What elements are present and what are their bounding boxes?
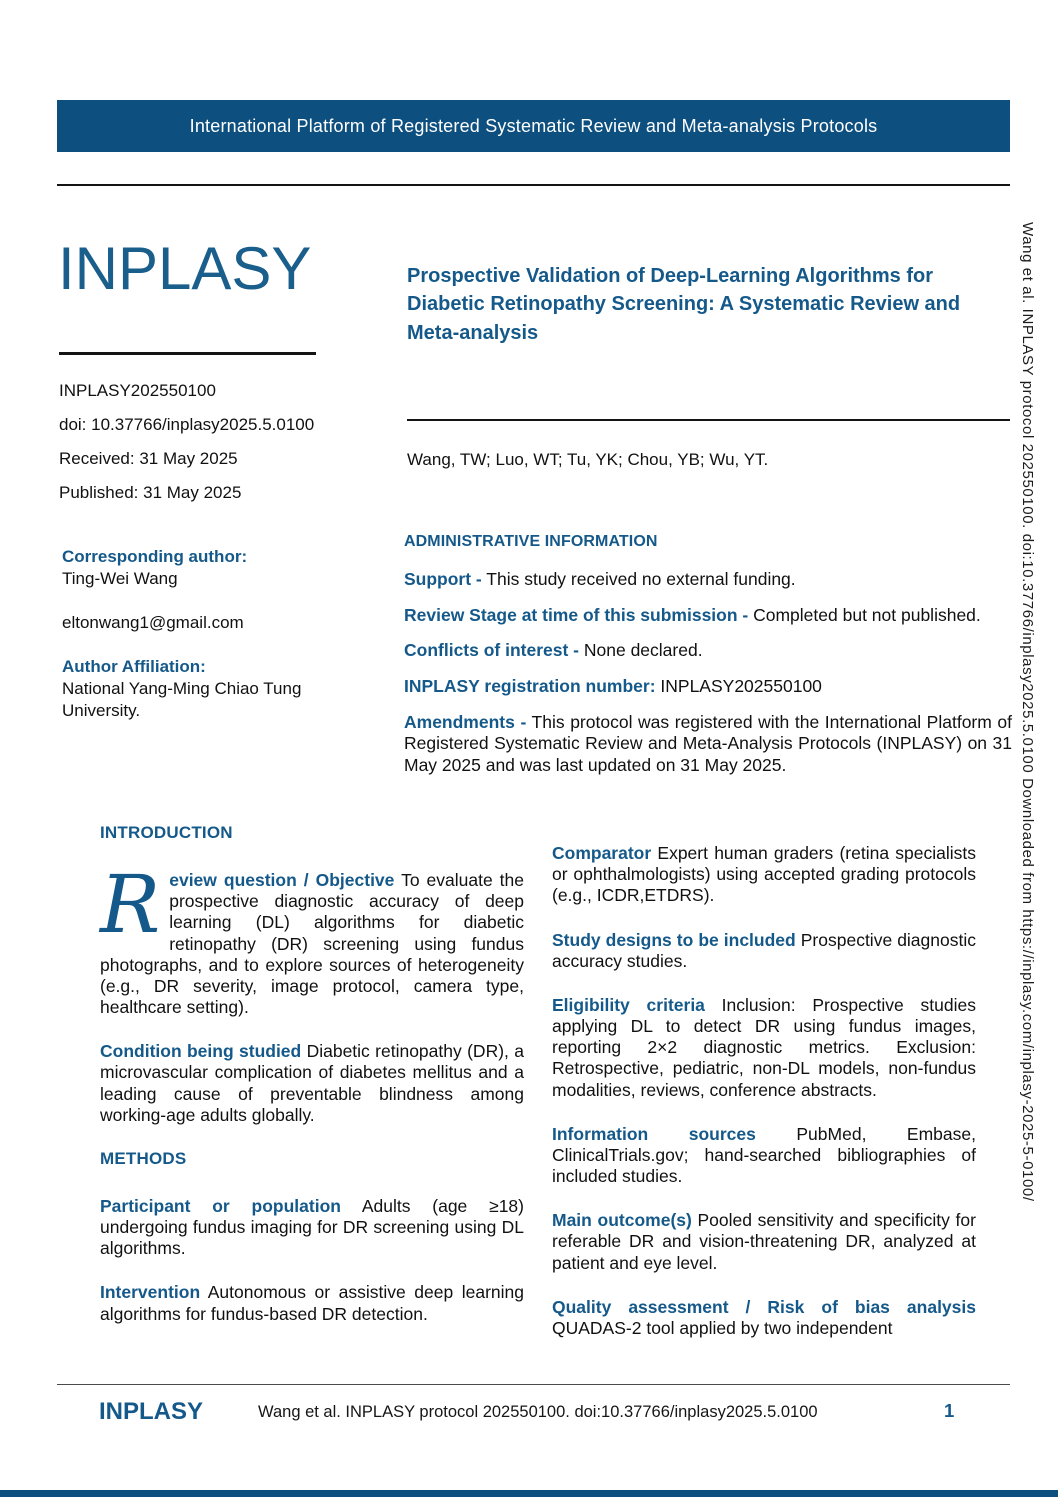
corresponding-author-name: Ting-Wei Wang: [62, 569, 178, 589]
platform-banner: [57, 100, 1010, 152]
main-outcomes-label: Main outcome(s): [552, 1210, 692, 1231]
authors-divider: [407, 419, 1010, 421]
administrative-information-section: [404, 533, 1012, 791]
spacer: [62, 634, 372, 656]
admin-text: None declared.: [579, 640, 703, 661]
corresponding-author-block: [62, 546, 372, 723]
information-sources-paragraph: [552, 1124, 976, 1188]
page-title: Prospective Validation of Deep-Learning Algorithms for Diabetic Retinopathy Screening: A Systematic Review and Meta-analysis: [407, 265, 961, 344]
introduction-heading: INTRODUCTION: [100, 823, 233, 842]
admin-label: Support -: [404, 569, 482, 589]
participant-label: Participant or population: [100, 1195, 341, 1216]
review-question-text: To evaluate the prospective diagnostic accuracy of deep learning (DL) algorithms for diabetic retinopathy (DR) screening using fundus photographs, and to explore sources of heterogeneity (e.g., DR severity, image protocol, camera type, healthcare setting).: [100, 870, 524, 1018]
quality-assessment-label: Quality assessment / Risk of bias analysis: [552, 1296, 976, 1317]
review-question-paragraph: [100, 858, 524, 1018]
inplasy-logo: INPLASY: [58, 235, 312, 302]
authors-line: Wang, TW; Luo, WT; Tu, YK; Chou, YB; Wu, YT.: [407, 450, 769, 469]
admin-item-conflicts: [404, 640, 1012, 662]
footer-divider: [57, 1384, 1010, 1385]
admin-item-amendments: [404, 712, 1012, 777]
header-divider: [57, 184, 1010, 186]
study-designs-text: Prospective diagnostic accuracy studies.: [552, 929, 976, 971]
footer-page-number: 1: [944, 1400, 955, 1421]
admin-text: Completed but not published.: [748, 604, 981, 625]
participant-paragraph: [100, 1196, 524, 1260]
eligibility-paragraph: [552, 995, 976, 1101]
corresponding-author-label: Corresponding author:: [62, 547, 248, 566]
intervention-paragraph: [100, 1282, 524, 1324]
admin-section-heading: ADMINISTRATIVE INFORMATION: [404, 533, 658, 550]
eligibility-text: Inclusion: Prospective studies applying DL to detect DR using fundus images, reporting 2×2 diagnostic metrics. Exclusion: Retrospective, pediatric, non-DL models, non-fundus modalities, reviews, conference abstracts.: [552, 994, 976, 1100]
study-designs-paragraph: [552, 930, 976, 972]
admin-item-review-stage: [404, 605, 1012, 627]
registration-id: INPLASY202550100: [59, 381, 216, 400]
quality-assessment-paragraph: [552, 1297, 976, 1339]
comparator-label: Comparator: [552, 843, 652, 863]
received-date: Received: 31 May 2025: [59, 449, 238, 469]
condition-studied-label: Condition being studied: [100, 1041, 302, 1062]
eligibility-label: Eligibility criteria: [552, 994, 705, 1015]
admin-label: Review Stage at time of this submission -: [404, 604, 749, 625]
intervention-label: Intervention: [100, 1282, 201, 1303]
study-designs-label: Study designs to be included: [552, 929, 796, 950]
doi-line: doi: 10.37766/inplasy2025.5.0100: [59, 415, 315, 435]
methods-heading: METHODS: [100, 1148, 187, 1168]
comparator-paragraph: [552, 843, 976, 907]
body-column-right: [552, 843, 976, 1362]
review-question-label: eview question / Objective: [169, 870, 395, 890]
participant-text: Adults (age ≥18) undergoing fundus imaging for DR screening using DL algorithms.: [100, 1195, 524, 1259]
title-block: [407, 262, 1013, 347]
corresponding-author-email: eltonwang1@gmail.com: [62, 613, 244, 633]
admin-item-registration-number: [404, 676, 1012, 698]
comparator-text: Expert human graders (retina specialists or ophthalmologists) using accepted grading protocols (e.g., ICDR,ETDRS).: [552, 843, 976, 906]
bottom-accent-bar: [0, 1490, 1058, 1497]
registration-meta: [59, 380, 314, 516]
affiliation-text: National Yang-Ming Chiao Tung University.: [62, 679, 302, 721]
admin-text: This study received no external funding.: [481, 569, 796, 589]
condition-studied-paragraph: [100, 1041, 524, 1126]
quality-assessment-text: QUADAS-2 tool applied by two independent: [552, 1317, 893, 1338]
published-date: Published: 31 May 2025: [59, 483, 242, 503]
body-column-left: [100, 823, 524, 1348]
affiliation-label: Author Affiliation:: [62, 657, 206, 677]
admin-label: Conflicts of interest -: [404, 640, 580, 661]
platform-banner-text: International Platform of Registered Systematic Review and Meta-analysis Protocols: [189, 115, 878, 136]
main-outcomes-paragraph: [552, 1210, 976, 1274]
intervention-text: Autonomous or assistive deep learning algorithms for fundus-based DR detection.: [100, 1282, 524, 1324]
admin-item-support: [404, 569, 1012, 591]
logo-divider: [59, 352, 316, 355]
footer-citation: Wang et al. INPLASY protocol 202550100. doi:10.37766/inplasy2025.5.0100: [258, 1403, 818, 1421]
dropcap-letter: R: [100, 858, 161, 951]
admin-text: This protocol was registered with the International Platform of Registered Systematic Review and Meta-Analysis Protocols (INPLASY) on 31 May 2025 and was last updated on 31 May 2025.: [404, 711, 1013, 776]
footer-inplasy-logo: INPLASY: [99, 1398, 204, 1425]
information-sources-text: PubMed, Embase, ClinicalTrials.gov; hand-searched bibliographies of included studies.: [552, 1123, 976, 1187]
spacer: [62, 590, 372, 612]
admin-label: Amendments -: [404, 711, 527, 732]
admin-label: INPLASY registration number:: [404, 676, 656, 697]
information-sources-label: Information sources: [552, 1123, 756, 1144]
admin-text: INPLASY202550100: [655, 676, 822, 697]
main-outcomes-text: Pooled sensitivity and specificity for referable DR and vision-threatening DR, analyzed at patient and eye level.: [552, 1210, 976, 1273]
sidebar-vertical-citation: Wang et al. INPLASY protocol 202550100. doi:10.37766/inplasy2025.5.0100 Downloaded from https://inplasy.com/inplasy-2025-5-0100/: [1019, 222, 1036, 1202]
condition-studied-text: Diabetic retinopathy (DR), a microvascular complication of diabetes mellitus and a leading cause of preventable blindness among working-age adults globally.: [100, 1041, 524, 1125]
